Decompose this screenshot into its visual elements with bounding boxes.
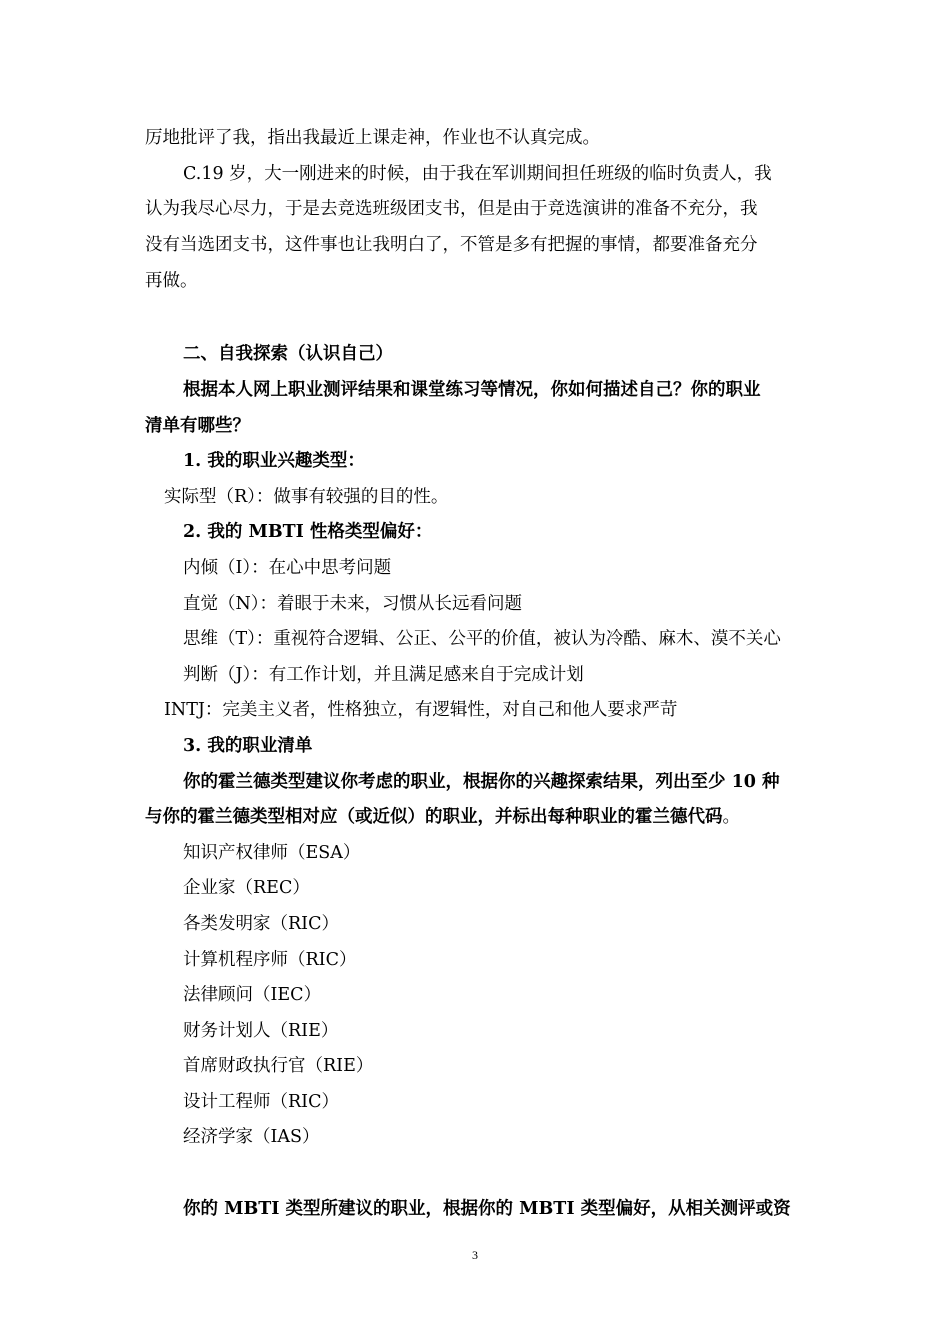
- item-3-heading: 3. 我的职业清单: [183, 736, 313, 756]
- paragraph-tail: 厉地批评了我，指出我最近上课走神，作业也不认真完成。: [145, 128, 600, 148]
- question-line-1: 根据本人网上职业测评结果和课堂练习等情况，你如何描述自己？你的职业: [183, 380, 761, 400]
- question-line-2: 清单有哪些？: [145, 416, 250, 436]
- career-item: 计算机程序师（RIC）: [183, 950, 357, 970]
- mbti-line-1: 内倾（I）：在心中思考问题: [183, 558, 392, 578]
- page-number: 3: [472, 1248, 478, 1262]
- section-heading: 二、自我探索（认识自己）: [183, 344, 393, 364]
- mbti-line-2: 直觉（N）：着眼于未来，习惯从长远看问题: [183, 594, 523, 614]
- item-2-heading: 2. 我的 MBTI 性格类型偏好：: [183, 522, 433, 542]
- mbti-line-4: 判断（J）：有工作计划，并且满足感来自于完成计划: [183, 665, 584, 685]
- interest-type-text: 实际型（R）：做事有较强的目的性。: [164, 487, 449, 507]
- career-item: 首席财政执行官（RIE）: [183, 1056, 374, 1076]
- paragraph-c-line-2: 认为我尽心尽力，于是去竞选班级团支书，但是由于竞选演讲的准备不充分，我: [145, 199, 758, 219]
- career-item: 知识产权律师（ESA）: [183, 843, 361, 863]
- career-item: 设计工程师（RIC）: [183, 1092, 339, 1112]
- intj-text: INTJ：完美主义者，性格独立，有逻辑性，对自己和他人要求严苛: [164, 700, 678, 720]
- career-item: 企业家（REC）: [183, 878, 310, 898]
- holland-line-1: 你的霍兰德类型建议你考虑的职业，根据你的兴趣探索结果，列出至少 10 种: [183, 772, 780, 792]
- career-item: 经济学家（IAS）: [183, 1127, 320, 1147]
- holland-line-2-punct: 。: [722, 807, 740, 827]
- mbti-career-line: 你的 MBTI 类型所建议的职业，根据你的 MBTI 类型偏好，从相关测评或资: [183, 1199, 791, 1219]
- paragraph-c-line-1: C.19 岁，大一刚进来的时候，由于我在军训期间担任班级的临时负责人，我: [183, 164, 772, 184]
- holland-line-2: 与你的霍兰德类型相对应（或近似）的职业，并标出每种职业的霍兰德代码: [145, 807, 723, 827]
- holland-line-2-wrap: [145, 805, 740, 829]
- item-1-heading: 1. 我的职业兴趣类型：: [183, 451, 365, 471]
- career-item: 各类发明家（RIC）: [183, 914, 339, 934]
- mbti-line-3: 思维（T）：重视符合逻辑、公正、公平的价值，被认为冷酷、麻木、漠不关心: [183, 629, 781, 649]
- career-item: 财务计划人（RIE）: [183, 1021, 339, 1041]
- paragraph-c-line-3: 没有当选团支书，这件事也让我明白了，不管是多有把握的事情，都要准备充分: [145, 235, 758, 255]
- paragraph-c-line-4: 再做。: [145, 271, 198, 291]
- career-item: 法律顾问（IEC）: [183, 985, 322, 1005]
